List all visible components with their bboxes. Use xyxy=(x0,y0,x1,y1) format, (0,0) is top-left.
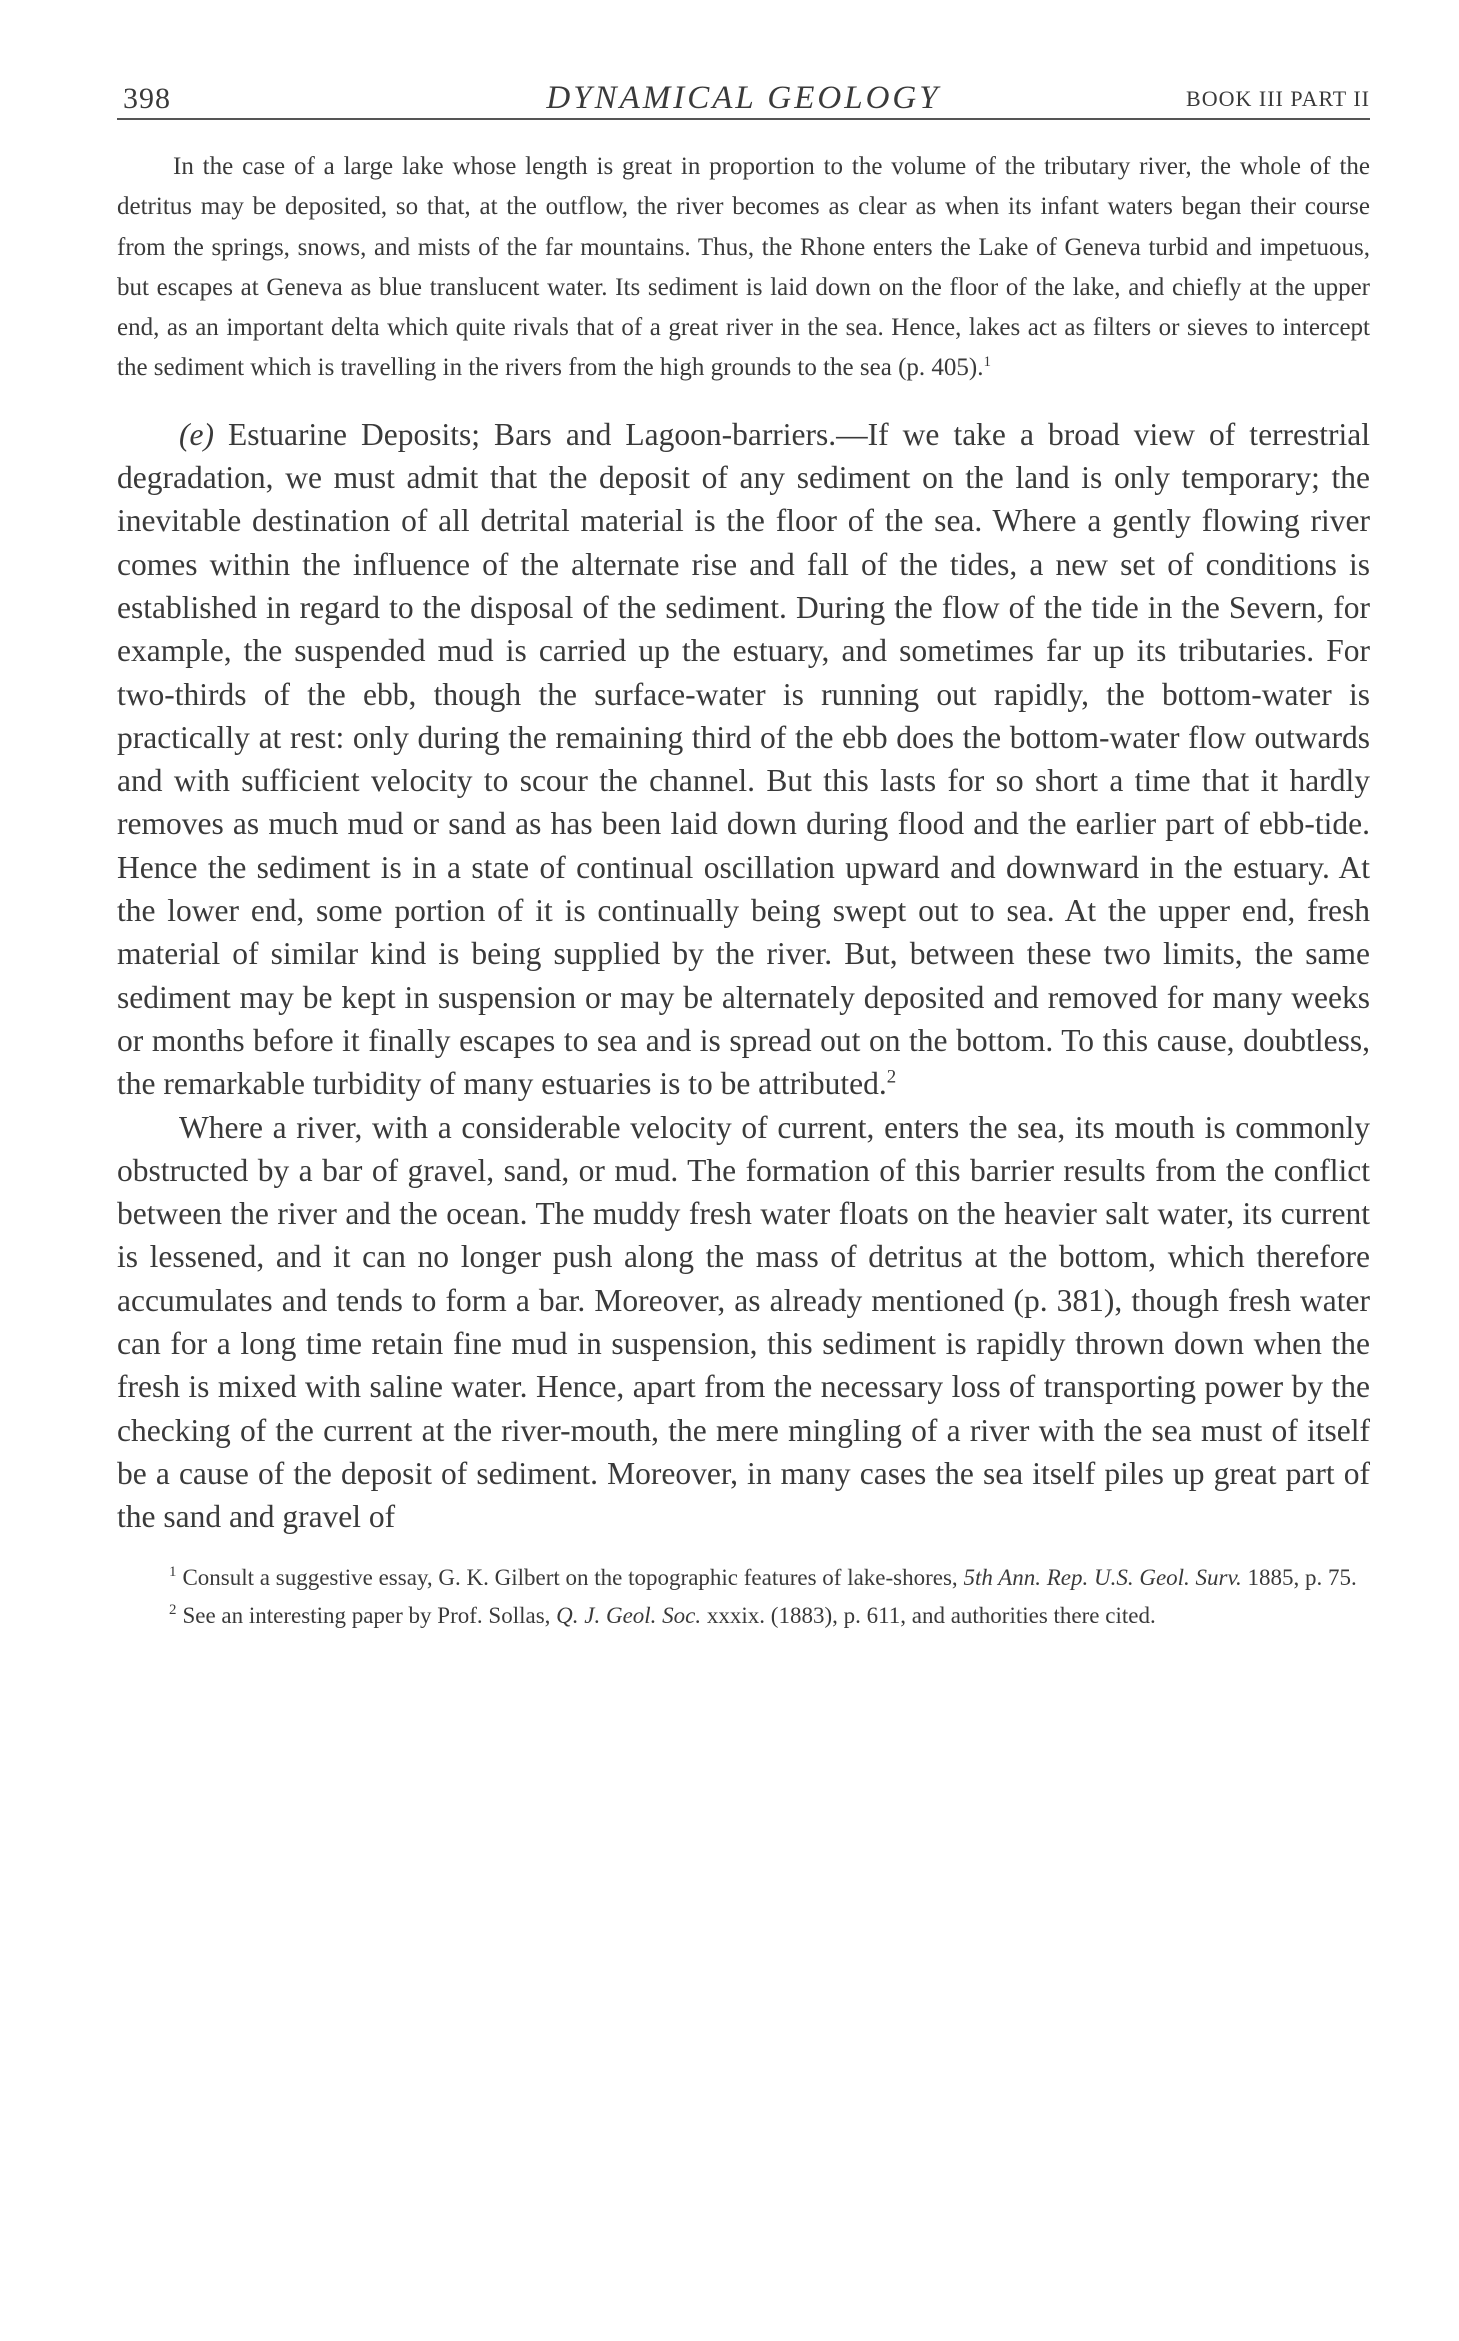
footnote-2-tail: xxxix. (1883), p. 611, and authorities there cited. xyxy=(706,1602,1156,1628)
page-number: 398 xyxy=(123,82,171,115)
footnote-2-text: See an interesting paper by Prof. Sollas, xyxy=(182,1602,551,1628)
footnote-ref-1: 1 xyxy=(983,354,991,371)
intro-paragraph xyxy=(117,147,1370,389)
paragraph-3 xyxy=(117,1106,1370,1539)
footnotes xyxy=(117,1561,1370,1633)
book-page xyxy=(117,72,1370,1633)
footnote-2 xyxy=(117,1599,1370,1633)
footnote-ref-2: 2 xyxy=(886,1066,897,1088)
section-dash: — xyxy=(836,416,868,452)
running-head xyxy=(117,72,1370,120)
footnote-1-tail: 1885, p. 75. xyxy=(1247,1564,1357,1590)
section-heading: Estuarine Deposits; Bars and Lagoon-barriers. xyxy=(228,416,837,452)
footnote-2-mark: 2 xyxy=(169,1602,177,1619)
paragraph-3-text: Where a river, with a considerable velocity of current, enters the sea, its mouth is commonly obstructed by a bar of gravel, sand, or mud. The formation of this barrier results from the conflict between the river and the ocean. The muddy fresh water floats on the heavier salt water, its current is lessened, and it can no longer push along the mass of detritus at the bottom, which therefore accumulates and tends to form a bar. Moreover, as already mentioned (p. 381), though fresh water can for a long time retain fine mud in suspension, this sediment is rapidly thrown down when the fresh is mixed with saline water. Hence, apart from the necessary loss of transporting power by the checking of the current at the river-mouth, the mere mingling of a river with the sea must of itself be a cause of the deposit of sediment. Moreover, in many cases the sea itself piles up great part of the sand and gravel of xyxy=(117,1109,1370,1535)
section-paragraph-text: If we take a broad view of terrestrial degradation, we must admit that the deposit of any sediment on the land is only temporary; the inevitable destination of all detrital material is the floor of the sea. Where a gently flowing river comes within the influence of the alternate rise and fall of the tides, a new set of conditions is established in regard to the disposal of the sediment. During the flow of the tide in the Severn, for example, the suspended mud is carried up the estuary, and sometimes far up its tributaries. For two-thirds of the ebb, though the surface-water is running out rapidly, the bottom-water is practically at rest: only during the remaining third of the ebb does the bottom-water flow outwards and with sufficient velocity to scour the channel. But this lasts for so short a time that it hardly removes as much mud or sand as has been laid down during flood and the earlier part of ebb-tide. Hence the sediment is in a state of continual oscillation upward and downward in the estuary. At the lower end, some portion of it is continually being swept out to sea. At the upper end, fresh material of similar kind is being supplied by the river. But, between these two limits, the same sediment may be kept in suspension or may be alternately deposited and removed for many weeks or months before it finally escapes to sea and is spread out on the bottom. To this cause, doubtless, the remarkable turbidity of many estuaries is to be attributed. xyxy=(117,416,1370,1102)
section-label: (e) xyxy=(179,416,214,452)
footnote-1 xyxy=(117,1561,1370,1595)
intro-paragraph-text: In the case of a large lake whose length is great in proportion to the volume of the tributary river, the whole of the detritus may be deposited, so that, at the outflow, the river becomes as clear as when its infant waters began their course from the springs, snows, and mists of the far mountains. Thus, the Rhone enters the Lake of Geneva turbid and impetuous, but escapes at Geneva as blue translucent water. Its sediment is laid down on the floor of the lake, and chiefly at the upper end, as an important delta which quite rivals that of a great river in the sea. Hence, lakes act as filters or sieves to intercept the sediment which is travelling in the rivers from the high grounds to the sea (p. 405). xyxy=(117,153,1370,382)
footnote-1-mark: 1 xyxy=(169,1564,177,1581)
footnote-2-italic: Q. J. Geol. Soc. xyxy=(556,1602,702,1628)
footnote-1-text: Consult a suggestive essay, G. K. Gilbert on the topographic features of lake-shores, xyxy=(182,1564,958,1590)
footnote-1-italic: 5th Ann. Rep. U.S. Geol. Surv. xyxy=(963,1564,1242,1590)
section-paragraph xyxy=(117,413,1370,1106)
running-title: DYNAMICAL GEOLOGY xyxy=(546,80,941,116)
book-part-label: BOOK III PART II xyxy=(1186,86,1370,111)
